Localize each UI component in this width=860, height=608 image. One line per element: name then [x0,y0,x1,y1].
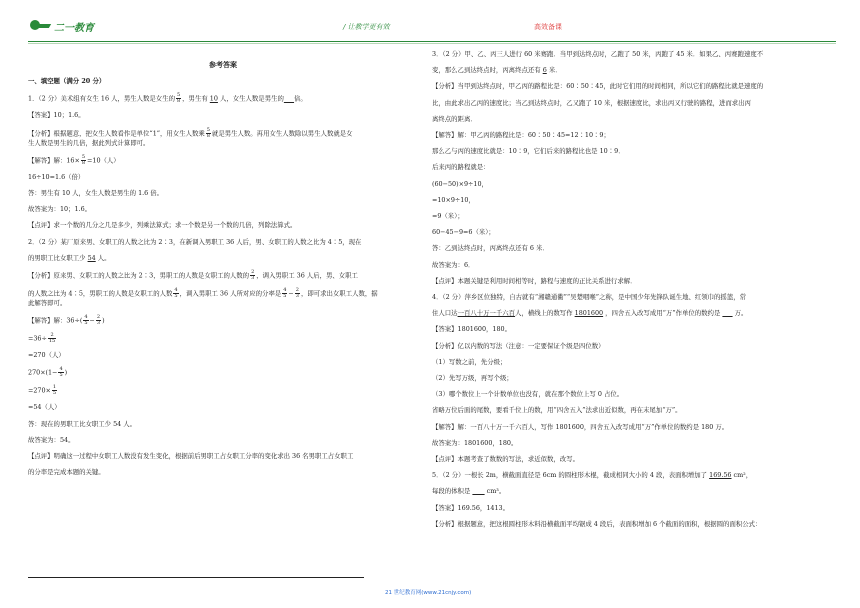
q4-underlined-number: 一百八十万一千六百 [457,309,516,318]
q2-solution-2: =36÷ $\frac{2}{15}$ [28,332,56,345]
logo-text: 二一教育 [54,22,94,34]
q3-solution-6: =9（米）； [432,212,464,221]
q1-solution-3: 答：男生有 10 人，女生人数是男生的 1.6 倍。 [28,189,164,198]
q4-answer: 【答案】1801600，180。 [432,325,512,334]
q2-analysis-1: 【分析】原来男、女职工的人数之比为 2∶3，男职工的人数是女职工的人数的 $\frac{2}{3}$ ，调入男职工 36 人后，男、女职工 [28,269,358,282]
q3-solution-3: 后来丙的路程就是： [432,163,490,172]
header-slogan-2: 高效备课 [534,23,562,31]
fraction: $\frac{4}{5}$ [174,287,178,300]
q4-solution-2: 故答案为：1801600，180。 [432,438,518,447]
q3-analysis-2: 比，由此求出乙丙的速度比；当乙到达终点时，乙又跑了 10 米，根据速度比，求出丙又行驶的路程，进而求出丙 [432,98,751,107]
fraction: $\frac{2}{3}$ [251,269,255,282]
q4-analysis-3: （2）先写万级，再写个级； [432,374,513,383]
q2-solution-3: =270（人） [28,351,65,360]
q2-note-2: 的分率是完成本题的关键。 [28,468,105,477]
q3-solution-4: (60−50)×9÷10， [432,179,488,188]
q3-solution-2: 那么乙与丙的速度比就是：10∶9，它们后来的路程比也是 10∶9． [432,147,625,156]
q2-solution-8: 故答案为：54。 [28,435,75,444]
q1-solution-2: 16÷10=1.6（倍） [28,172,85,181]
logo [28,18,94,34]
q1-analysis: 【分析】根据题意，把女生人数看作是单位“1”，用女生人数乘 $\frac{5}{8}$ 就是男生人数。再用女生人数除以男生人数就是女 [28,126,353,139]
header-rule-2 [28,43,836,44]
fraction: $\frac{4}{5}$ [59,366,63,379]
fraction: $\frac{1}{5}$ [52,384,57,397]
q4-stem-1: 4．（2 分）萍乡区位独特，自古就有“湘赣通衢”“吴楚咽喉”之称，是中国少年先锋队诞生地、红领巾的摇篮，常 [432,293,746,302]
q4-solution-1: 【解答】解：一百八十万一千六百人，写作 1801600，四舍五入改写成用“万”作单位的数约是 180 万。 [432,422,729,431]
q1-analysis-2: 生人数是男生的几倍，据此列式计算即可。 [28,138,150,147]
header-slogan: / 让教学更有效 [343,23,390,31]
q5-analysis: 【分析】根据题意，把这根圆柱形木料沿横截面平均锯成 4 段后，表面积增加 6 个截面的面积，根据圆的面积公式： [432,519,762,528]
q2-solution-6: =54（人） [28,403,61,412]
q5-stem-1: 5．（2 分）一根长 2m，横截面直径是 6cm 的圆柱形木棍，截成相同大小的 4 段，表面积增加了 169.56 cm²， [432,471,753,480]
q1-stem: 1．（2 分）美术组有女生 16 人，男生人数是女生的 $\frac{5}{8}$ ，男生有 10 人，女生人数是男生的 倍。 [28,92,307,105]
q2-solution-7: 答：现在的男职工比女职工少 54 人。 [28,419,137,428]
q5-answer: 【答案】169.56，1413。 [432,503,509,512]
q1-solution-4: 故答案为：10；1.6。 [28,205,92,214]
footer-rule [28,577,364,578]
fraction: $\frac{2}{3}$ [96,314,101,327]
q2-stem-1: 2．（2 分）某厂原来男、女职工的人数之比为 2∶3，在新调入男职工 36 人后，男、女职工的人数之比为 4∶5，现在 [28,237,362,246]
fraction: $\frac{5}{8}$ [81,153,86,166]
q2-solution-1: 【解答】解：36÷( $\frac{4}{5}$ − $\frac{2}{3}$ ) [28,314,105,327]
q4-analysis-1: 【分析】亿以内数的写法（注意：一定要保证个级是四位数） [432,341,605,350]
q3-solution-7: 60−45−9=6（米）； [432,228,495,237]
q3-stem-2: 变，那么乙到达终点时，丙离终点还有 6 米． [432,66,562,75]
q1-blank-1: 10 [209,94,218,103]
q2-blank: 54 [87,253,96,262]
fraction: $\frac{2}{3}$ [295,287,299,300]
runner-logo-icon [28,18,50,34]
fraction: $\frac{4}{5}$ [283,287,287,300]
fraction: $\frac{4}{5}$ [84,314,88,327]
q4-note: 【点评】本题考查了数数的写法，求近似数，改写。 [432,455,579,464]
page-header [28,18,836,42]
q2-solution-4: 270×(1− $\frac{4}{5}$ ) [28,366,68,379]
q5-blank-1: 169.56 [709,471,732,480]
q4-stem-2: 住人口达一百八十万一千六百人，横线上的数写作 1801600 ，四舍五入改写成用“万”作单位的数约是 万。 [432,309,748,318]
q3-blank: 6 [542,66,547,75]
q5-stem-2: 每段的体积是 cm³。 [432,487,506,496]
q1-solution-1: 【解答】解：16× $\frac{5}{8}$ =10（人） [28,153,120,166]
q4-analysis-5: 省略万位后面的尾数，要看千位上的数，用“四舍五入”法求出近似数，再在末尾加“万”。 [432,406,682,415]
q3-analysis-1: 【分析】当甲到达终点时，甲乙丙的路程比是：60∶50∶45，此时它们用的时间相同，所以它们的路程比就是速度的 [432,82,764,91]
q2-stem-2: 的男职工比女职工少 54 人。 [28,253,111,262]
q3-stem-1: 3．（2 分）甲、乙、丙三人进行 60 米赛跑．当甲到达终点时，乙跑了 50 米，丙跑了 45 米．如果乙、丙赛跑速度不 [432,50,764,58]
q3-solution-8: 答：乙到达终点时，丙离终点还有 6 米． [432,244,549,253]
q4-blank-1: 1801600 [574,309,604,318]
q1-answer: 【答案】10；1.6。 [28,111,85,120]
fraction: $\frac{5}{8}$ [206,126,210,139]
page-title: 参考答案 [209,60,237,69]
fraction: $\frac{5}{8}$ [176,92,181,105]
left-column [28,48,418,477]
q2-note-1: 【点评】明确这一过程中女职工人数没有发生变化，根据前后男职工占女职工分率的变化求出 36 名男职工占女职工 [28,452,354,461]
fraction: $\frac{2}{15}$ [48,332,56,345]
q3-solution-5: =10×9÷10， [432,195,475,204]
section-heading: 一、填空题（满分 20 分） [28,77,106,86]
q1-note: 【点评】求一个数的几分之几是多少，列乘法算式；求一个数是另一个数的几倍，列除法算式。 [28,221,297,230]
q2-analysis-3: 此解答即可。 [28,299,67,308]
q3-solution-9: 故答案为：6． [432,260,475,269]
header-rule [28,41,836,42]
q2-solution-5: =270× $\frac{1}{5}$ [28,384,57,397]
q4-analysis-4: （3）哪个数位上一个计数单位也没有，就在那个数位上写 0 占位。 [432,390,624,399]
right-column [432,50,836,529]
q4-analysis-2: （1）写数之前，先分级； [432,357,507,366]
q3-solution-1: 【解答】解：甲乙丙的路程比是：60∶50∶45=12∶10∶9； [432,131,610,140]
footer-source: 21 世纪教育网(www.21cnjy.com) [385,590,472,596]
q3-note: 【点评】本题关键是利用时间相等时，路程与速度的正比关系进行求解． [432,276,637,285]
q2-analysis-2: 的人数之比为 4∶5，男职工的人数是女职工的人数 $\frac{4}{5}$ ，调入男职工 36 人所对应的分率是 $\frac{4}{5}$ − $\frac{2}{3}$ ，即可求出女职工人数，据 [28,287,378,300]
q3-analysis-3: 离终点的距离． [432,114,477,123]
